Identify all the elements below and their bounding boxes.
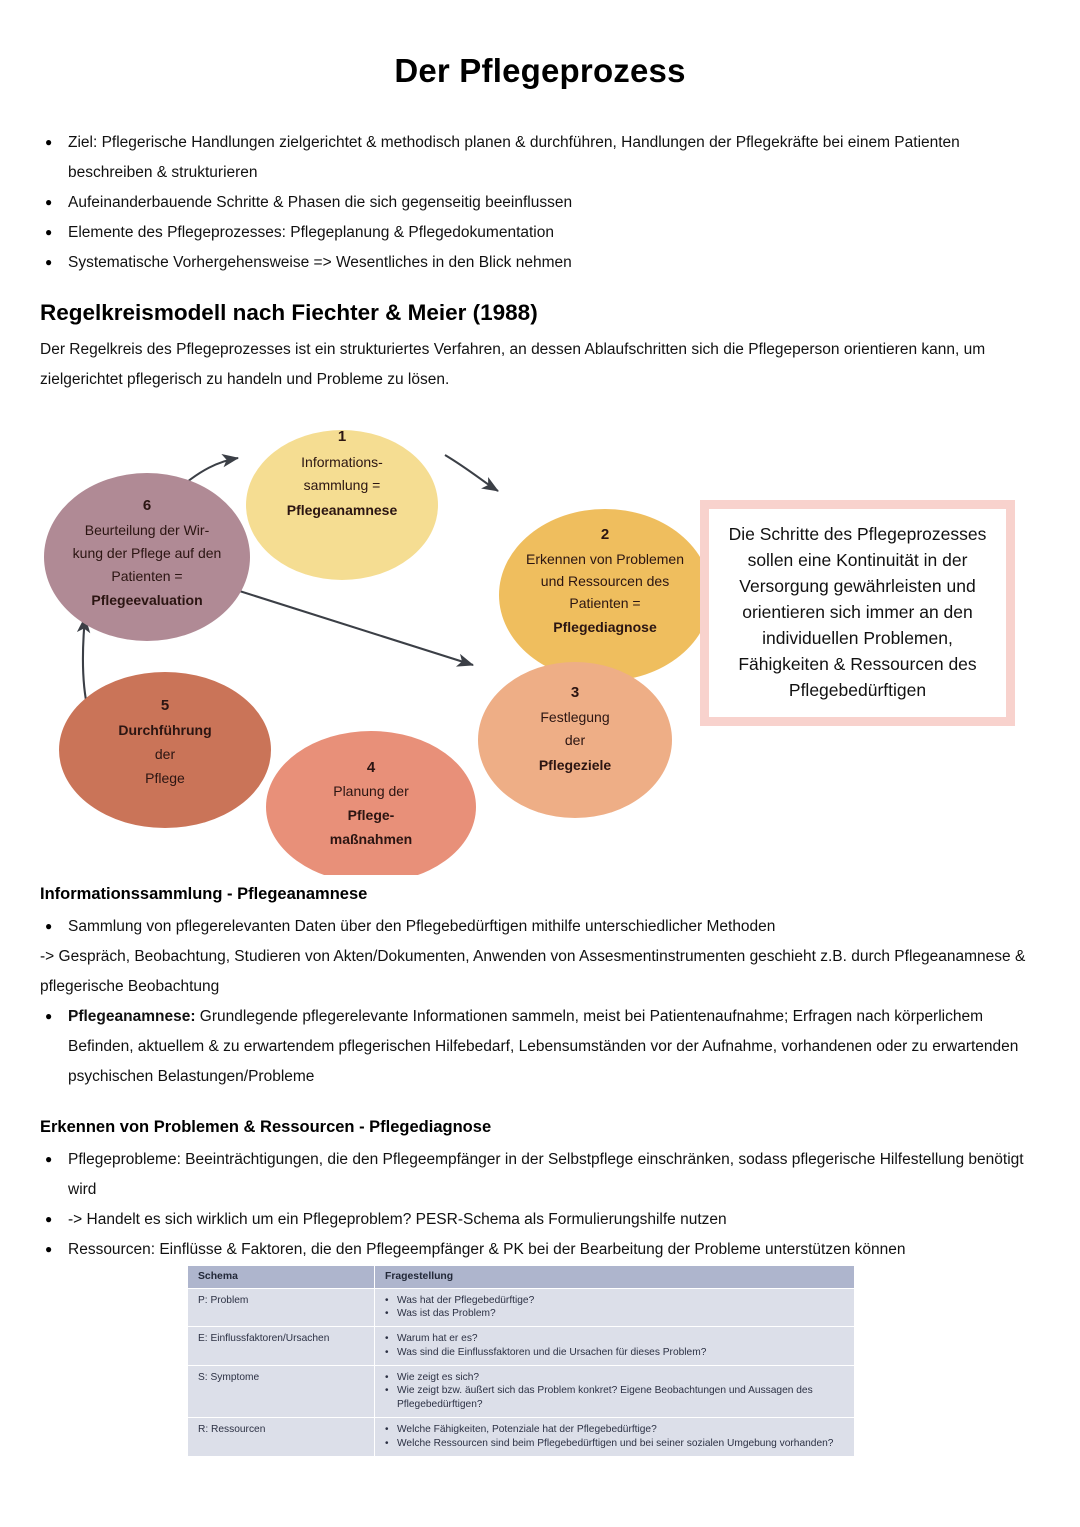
list-item: ● Systematische Vorhergehensweise => Wesentliches in den Blick nehmen <box>40 248 1040 278</box>
node-6-number: 6 <box>142 497 152 514</box>
cell-fragestellung <box>375 1418 855 1457</box>
node-2-number: 2 <box>600 526 610 543</box>
node-3-number: 3 <box>570 684 580 701</box>
table-row <box>188 1288 854 1327</box>
cell-schema: P: Problem <box>188 1288 375 1327</box>
section-heading-regelkreismodell: Regelkreismodell nach Fiechter & Meier (1988) <box>40 300 538 325</box>
cell-schema: E: Einflussfaktoren/Ursachen <box>188 1327 375 1366</box>
table-row <box>188 1327 854 1366</box>
node-4-bold-2: maßnahmen <box>329 831 413 847</box>
cell-fragestellung <box>375 1365 855 1417</box>
cell-schema: R: Ressourcen <box>188 1418 375 1457</box>
node-6-line-1: Beurteilung der Wir- <box>84 522 210 538</box>
node-6-line-2: kung der Pflege auf den <box>72 545 222 561</box>
diagram-node-4 <box>266 731 476 875</box>
node-6-line-3: Patienten = <box>111 568 183 584</box>
node-5-line-2: Pflege <box>145 770 185 786</box>
node-1-line-2: sammlung = <box>303 477 381 493</box>
node-2-line-3: Patienten = <box>569 595 641 611</box>
list-item: • Welche Fähigkeiten, Potenziale hat der Pflegebedürftige? <box>385 1423 846 1437</box>
list-item: • Warum hat er es? <box>385 1332 846 1346</box>
section-heading-erkennen: Erkennen von Problemen & Ressourcen - Pflegediagnose <box>40 1118 492 1136</box>
list-item <box>40 1002 1040 1092</box>
node-2-bold: Pflegediagnose <box>553 619 657 635</box>
list-item: ● -> Handelt es sich wirklich um ein Pflegeproblem? PESR-Schema als Formulierungshilfe nutzen <box>40 1205 1040 1235</box>
list-item: ● Pflegeprobleme: Beeinträchtigungen, die den Pflegeempfänger in der Selbstpflege einschränken, sodass pflegerische Hilfestellung benötigt wird <box>40 1145 1040 1205</box>
node-1-number: 1 <box>337 428 347 445</box>
question-list <box>385 1423 846 1451</box>
node-5-number: 5 <box>160 697 170 714</box>
node-4-number: 4 <box>366 759 376 776</box>
column-header-fragestellung: Fragestellung <box>375 1266 855 1288</box>
list-item: • Was ist das Problem? <box>385 1307 846 1321</box>
question-list <box>385 1371 846 1412</box>
table-row <box>188 1365 854 1417</box>
pesr-schema-table <box>188 1266 854 1457</box>
question-list <box>385 1294 846 1322</box>
callout-box: Die Schritte des Pflegeprozesses sollen eine Kontinuität in der Versorgung gewährleisten und orientieren sich immer an den individuellen Problemen, Fähigkeiten & Ressourcen des Pflegebedürftigen <box>700 500 1015 726</box>
pflegeanamnese-label: Pflegeanamnese: <box>68 1008 196 1025</box>
node-4-line-1: Planung der <box>333 783 409 799</box>
list-item: • Wie zeigt bzw. äußert sich das Problem konkret? Eigene Beobachtungen und Aussagen des Pflegebedürftigen? <box>385 1384 846 1412</box>
diagram-node-2 <box>499 509 710 681</box>
table-row <box>188 1418 854 1457</box>
node-2-line-1: Erkennen von Problemen <box>526 551 684 567</box>
pflegeanamnese-text: Grundlegende pflegerelevante Informationen sammeln, meist bei Patientenaufnahme; Erfragen nach körperlichem Befinden, aktuellem & zu erwartendem pflegerischen Hilfebedarf, Lebensumständen vor der Aufnahme, vorhandenen oder zu erwartenden psychischen Belastungen/Probleme <box>68 1008 1019 1085</box>
arrow-1-to-2 <box>445 455 498 491</box>
node-5-bold: Durchführung <box>118 722 212 738</box>
list-item: • Was sind die Einflussfaktoren und die Ursachen für dieses Problem? <box>385 1346 846 1360</box>
node-3-bold: Pflegeziele <box>538 757 612 773</box>
node-1-bold: Pflegeanamnese <box>286 502 398 518</box>
arrow-6-to-3 <box>230 588 473 665</box>
list-item: ● Elemente des Pflegeprozesses: Pflegeplanung & Pflegedokumentation <box>40 218 1040 248</box>
cell-fragestellung <box>375 1288 855 1327</box>
list-item: • Welche Ressourcen sind beim Pflegebedürftigen und bei seiner sozialen Umgebung vorhanden? <box>385 1437 846 1451</box>
list-item: ● Sammlung von pflegerelevanten Daten über den Pflegebedürftigen mithilfe unterschiedlicher Methoden <box>40 912 1040 942</box>
node-3-line-1: Festlegung <box>540 709 610 725</box>
regelkreis-paragraph: Der Regelkreis des Pflegeprozesses ist ein strukturiertes Verfahren, an dessen Ablaufschritten sich die Pflegeperson orientieren kann, um zielgerichtet pflegerisch zu handeln und Probleme zu lösen. <box>40 341 986 388</box>
arrow-note: -> Gespräch, Beobachtung, Studieren von Akten/Dokumenten, Anwenden von Assesmentinstrumenten geschieht z.B. durch Pflegeanamnese & pflegerische Beobachtung <box>40 948 1026 995</box>
node-4-bold-1: Pflege- <box>347 807 395 823</box>
table-header-row <box>188 1266 854 1288</box>
section-heading-informationssammlung: Informationssammlung - Pflegeanamnese <box>40 885 368 903</box>
list-item: ● Ressourcen: Einflüsse & Faktoren, die den Pflegeempfänger & PK bei der Bearbeitung der Probleme unterstützen können <box>40 1235 1040 1265</box>
list-item: • Wie zeigt es sich? <box>385 1371 846 1385</box>
node-6-bold: Pflegeevaluation <box>91 592 203 608</box>
diagram-node-1 <box>246 428 438 580</box>
column-header-schema: Schema <box>188 1266 375 1288</box>
cell-fragestellung <box>375 1327 855 1366</box>
node-5-line-1: der <box>154 746 176 762</box>
node-3-line-2: der <box>564 732 586 748</box>
diagram-node-3 <box>478 662 672 818</box>
list-item: ● Ziel: Pflegerische Handlungen zielgerichtet & methodisch planen & durchführen, Handlungen der Pflegekräfte bei einem Patienten beschreiben & strukturieren <box>40 128 1040 188</box>
erkennen-list <box>40 1145 1040 1265</box>
regelkreis-diagram <box>30 395 710 875</box>
list-item: • Was hat der Pflegebedürftige? <box>385 1294 846 1308</box>
page-title: Der Pflegeprozess <box>394 52 686 89</box>
question-list <box>385 1332 846 1360</box>
diagram-node-6 <box>44 473 250 641</box>
intro-bullet-list <box>40 128 1040 278</box>
cell-schema: S: Symptome <box>188 1365 375 1417</box>
informationssammlung-list <box>40 912 1040 1092</box>
diagram-node-5 <box>59 672 271 828</box>
arrow-5-to-6 <box>83 617 88 710</box>
node-2-line-2: und Ressourcen des <box>540 573 670 589</box>
node-1-line-1: Informations- <box>301 454 383 470</box>
list-item: ● Aufeinanderbauende Schritte & Phasen die sich gegenseitig beeinflussen <box>40 188 1040 218</box>
